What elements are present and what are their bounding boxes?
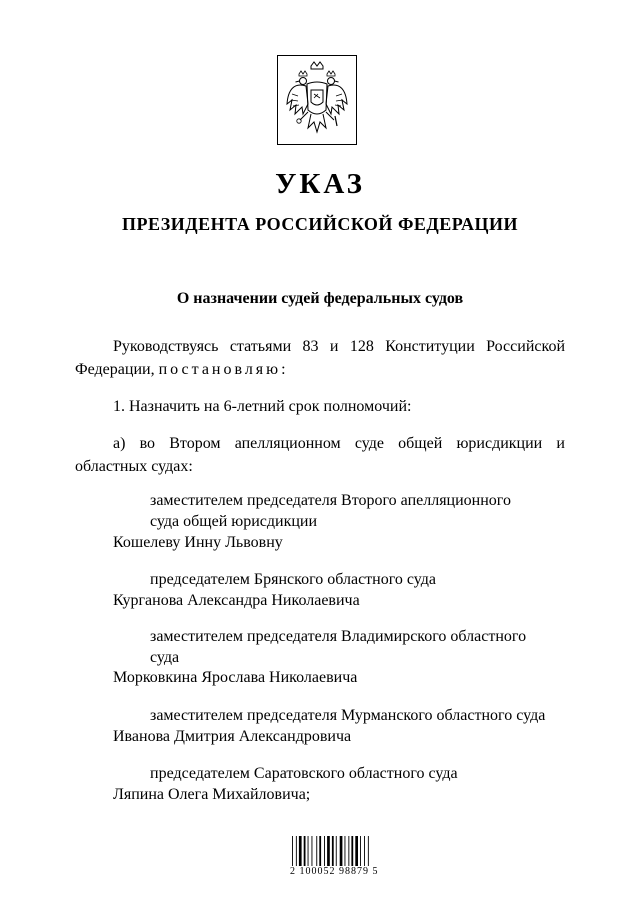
preamble-line-1: Руководствуясь статьями 83 и 128 Конституции Российской: [113, 338, 565, 355]
barcode-bar: [316, 836, 317, 866]
barcode-bar: [351, 836, 353, 866]
barcode-bar: [304, 836, 306, 866]
preamble-line-2: Федерации, постановляю:: [75, 361, 289, 378]
document-heading: О назначении судей федеральных судов: [176, 290, 464, 307]
appointment-position: заместителем председателя Второго апелляционного: [150, 492, 511, 509]
appointment-position-cont: суда общей юрисдикции: [150, 513, 318, 530]
barcode-bar: [355, 836, 358, 866]
barcode-bar: [296, 836, 297, 866]
barcode-bar: [312, 836, 313, 866]
appointment-position: заместителем председателя Мурманского областного суда: [150, 707, 546, 724]
appointment-position: председателем Брянского областного суда: [150, 571, 437, 588]
barcode-bar: [345, 836, 346, 866]
barcode-bar: [299, 836, 302, 866]
barcode-bar: [324, 836, 325, 866]
barcode-bar: [368, 836, 369, 866]
appointment-position: заместителем председателя Владимирского областного: [150, 628, 527, 645]
appointment-position-cont: суда: [150, 649, 180, 666]
item-1: 1. Назначить на 6-летний срок полномочий:: [113, 398, 412, 415]
barcode-bar: [340, 836, 343, 866]
barcode-bar: [292, 836, 293, 866]
appointment-name: Курганова Александра Николаевича: [113, 592, 360, 609]
barcode-bar: [360, 836, 361, 866]
barcode-number: 2 100052 98879 5: [290, 866, 379, 877]
barcode-bar: [327, 836, 330, 866]
double-headed-eagle-icon: [284, 60, 350, 140]
barcode-bar: [308, 836, 309, 866]
state-emblem: [277, 55, 357, 145]
barcode-bar: [319, 836, 321, 866]
item-a-line-2: областных судах:: [75, 458, 193, 475]
barcode-bar: [332, 836, 334, 866]
item-a-line-1: а) во Втором апелляционном суде общей юрисдикции и: [113, 435, 565, 452]
document-title: УКАЗ: [275, 168, 365, 200]
appointment-name: Ляпина Олега Михайловича;: [113, 786, 311, 803]
barcode-bar: [364, 836, 365, 866]
barcode-bar: [336, 836, 337, 866]
barcode-bar: [348, 836, 349, 866]
appointment-name: Иванова Дмитрия Александровича: [113, 728, 352, 745]
appointment-name: Кошелеву Инну Львовну: [113, 534, 283, 551]
appointment-name: Морковкина Ярослава Николаевича: [113, 669, 358, 686]
document-subtitle: ПРЕЗИДЕНТА РОССИЙСКОЙ ФЕДЕРАЦИИ: [122, 214, 518, 234]
appointment-position: председателем Саратовского областного суда: [150, 765, 458, 782]
